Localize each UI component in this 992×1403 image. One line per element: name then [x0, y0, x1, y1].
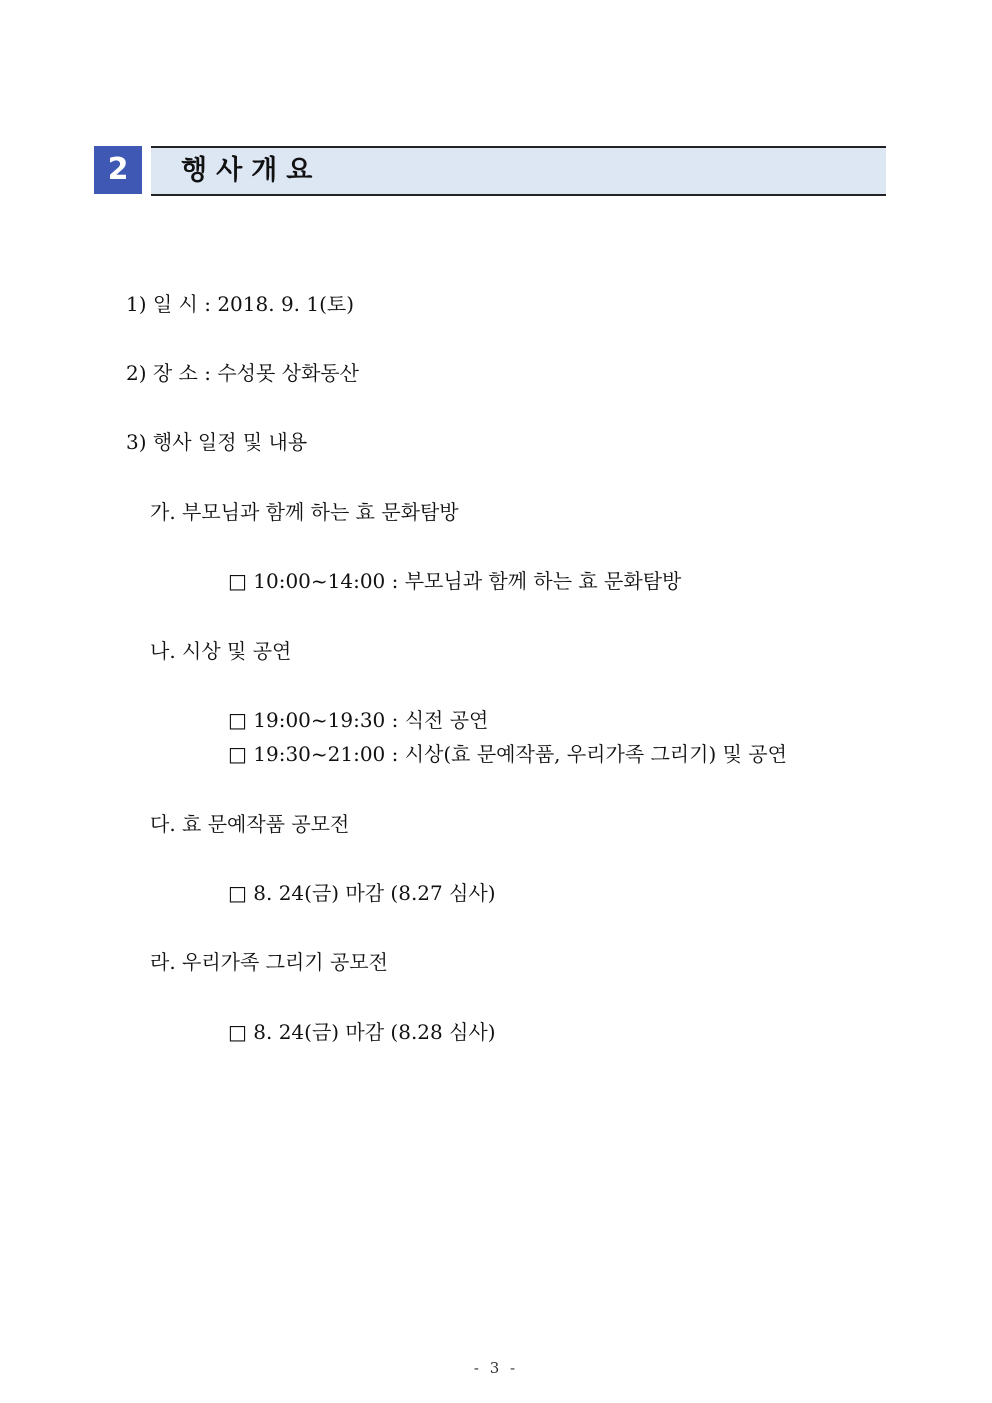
subsection-heading-b: 나. 시상 및 공연: [150, 639, 292, 663]
schedule-entry: □ 8. 24(금) 마감 (8.27 심사): [228, 881, 496, 905]
item-place: 2) 장 소 : 수성못 상화동산: [126, 361, 359, 385]
schedule-entry: □ 19:30~21:00 : 시상(효 문예작품, 우리가족 그리기) 및 공연: [228, 742, 787, 766]
section-number-badge: 2: [94, 146, 142, 194]
item-date: 1) 일 시 : 2018. 9. 1(토): [126, 292, 355, 316]
item-schedule-heading: 3) 행사 일정 및 내용: [126, 430, 308, 454]
schedule-entry: □ 10:00~14:00 : 부모님과 함께 하는 효 문화탐방: [228, 569, 682, 593]
schedule-entry: □ 19:00~19:30 : 식전 공연: [228, 708, 489, 732]
subsection-heading-c: 다. 효 문예작품 공모전: [150, 812, 350, 836]
subsection-heading-d: 라. 우리가족 그리기 공모전: [150, 950, 388, 974]
page-number: - 3 -: [473, 1359, 519, 1377]
schedule-entry: □ 8. 24(금) 마감 (8.28 심사): [228, 1020, 496, 1044]
section-title: 행사개요: [181, 155, 322, 186]
subsection-heading-a: 가. 부모님과 함께 하는 효 문화탐방: [150, 500, 459, 524]
section-header-bar: [151, 146, 886, 196]
